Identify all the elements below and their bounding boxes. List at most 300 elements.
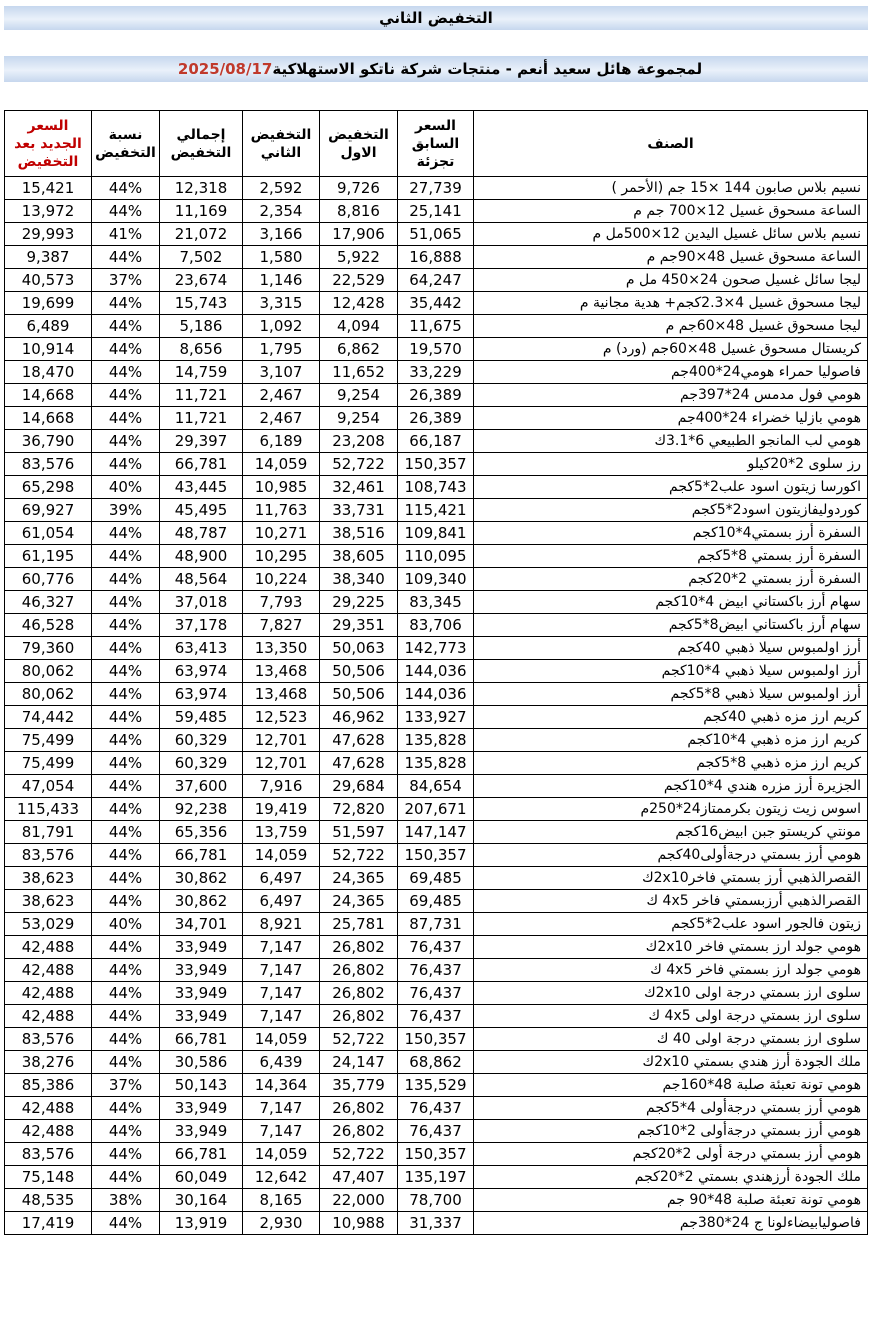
discount-ratio-cell: 40% [92,476,160,499]
first-discount-cell: 38,516 [320,522,398,545]
table-row [5,1097,868,1120]
new-price-cell: 40,573 [5,269,92,292]
previous-price-cell: 207,671 [398,798,474,821]
new-price-cell: 83,576 [5,1143,92,1166]
previous-price-cell: 135,197 [398,1166,474,1189]
item-name-cell: السفرة أرز بسمتي 2*20كجم [474,568,868,591]
report-date: 2025/08/17 [177,60,273,78]
table-row [5,430,868,453]
second-discount-cell: 8,921 [243,913,320,936]
previous-price-cell: 25,141 [398,200,474,223]
item-name-cell: أرز اولمبوس سيلا ذهبي 8*5كجم [474,683,868,706]
item-name-cell: اسوس زيت زيتون بكرممتاز24*250م [474,798,868,821]
previous-price-cell: 35,442 [398,292,474,315]
new-price-cell: 14,668 [5,407,92,430]
total-discount-cell: 48,787 [160,522,243,545]
previous-price-cell: 76,437 [398,936,474,959]
previous-price-cell: 150,357 [398,1028,474,1051]
discount-ratio-cell: 44% [92,936,160,959]
table-row [5,798,868,821]
new-price-cell: 29,993 [5,223,92,246]
discount-ratio-cell: 44% [92,752,160,775]
first-discount-cell: 26,802 [320,959,398,982]
discount-ratio-cell: 44% [92,614,160,637]
first-discount-cell: 24,365 [320,890,398,913]
new-price-cell: 69,927 [5,499,92,522]
second-discount-cell: 13,468 [243,683,320,706]
second-discount-cell: 1,146 [243,269,320,292]
first-discount-cell: 26,802 [320,982,398,1005]
second-discount-cell: 10,295 [243,545,320,568]
item-name-cell: هومي لب المانجو الطبيعي 6*3.1ك [474,430,868,453]
first-discount-cell: 50,506 [320,683,398,706]
table-row [5,1005,868,1028]
discount-ratio-cell: 44% [92,407,160,430]
discount-ratio-cell: 37% [92,269,160,292]
second-discount-cell: 2,592 [243,177,320,200]
total-discount-cell: 45,495 [160,499,243,522]
previous-price-cell: 76,437 [398,1120,474,1143]
previous-price-cell: 83,706 [398,614,474,637]
item-name-cell: السفرة أرز بسمتي 8*5كجم [474,545,868,568]
title-text: التخفيض الثاني [379,9,493,27]
previous-price-cell: 66,187 [398,430,474,453]
first-discount-cell: 47,407 [320,1166,398,1189]
header-total-discount: إجمالي التخفيض [160,111,243,177]
first-discount-cell: 52,722 [320,1028,398,1051]
table-row [5,1166,868,1189]
table-row [5,637,868,660]
previous-price-cell: 76,437 [398,1097,474,1120]
table-row [5,867,868,890]
discount-ratio-cell: 44% [92,1051,160,1074]
item-name-cell: كريستال مسحوق غسيل 48×60جم (ورد) م [474,338,868,361]
table-row [5,890,868,913]
item-name-cell: سهام أرز باكستاني ابيض8*5كجم [474,614,868,637]
discount-ratio-cell: 44% [92,1028,160,1051]
discount-ratio-cell: 44% [92,706,160,729]
new-price-cell: 74,442 [5,706,92,729]
second-discount-cell: 3,107 [243,361,320,384]
item-name-cell: ليجا مسحوق غسيل 48×60جم م [474,315,868,338]
new-price-cell: 61,195 [5,545,92,568]
first-discount-cell: 38,340 [320,568,398,591]
previous-price-cell: 27,739 [398,177,474,200]
table-row [5,476,868,499]
previous-price-cell: 76,437 [398,1005,474,1028]
new-price-cell: 85,386 [5,1074,92,1097]
second-discount-cell: 14,059 [243,1028,320,1051]
table-row [5,614,868,637]
previous-price-cell: 26,389 [398,384,474,407]
first-discount-cell: 26,802 [320,1005,398,1028]
previous-price-cell: 83,345 [398,591,474,614]
header-previous-price: السعر السابق تجزئة [398,111,474,177]
total-discount-cell: 13,919 [160,1212,243,1235]
item-name-cell: هومي جولد ارز بسمتي فاخر 2x10ك [474,936,868,959]
table-row [5,338,868,361]
total-discount-cell: 37,018 [160,591,243,614]
discount-ratio-cell: 44% [92,683,160,706]
subtitle-banner [4,56,868,82]
second-discount-cell: 12,523 [243,706,320,729]
new-price-cell: 46,327 [5,591,92,614]
first-discount-cell: 24,365 [320,867,398,890]
table-row [5,1212,868,1235]
new-price-cell: 42,488 [5,1120,92,1143]
total-discount-cell: 11,169 [160,200,243,223]
discount-ratio-cell: 44% [92,775,160,798]
previous-price-cell: 33,229 [398,361,474,384]
second-discount-cell: 12,701 [243,729,320,752]
table-row [5,292,868,315]
previous-price-cell: 133,927 [398,706,474,729]
second-discount-cell: 3,166 [243,223,320,246]
new-price-cell: 80,062 [5,683,92,706]
previous-price-cell: 16,888 [398,246,474,269]
table-row [5,361,868,384]
item-name-cell: نسيم بلاس سائل غسيل اليدين 12×500مل م [474,223,868,246]
item-name-cell: هومي فول مدمس 24*397جم [474,384,868,407]
discount-ratio-cell: 44% [92,292,160,315]
table-row [5,177,868,200]
item-name-cell: فاصوليابيضاءلونا ج 24*380جم [474,1212,868,1235]
first-discount-cell: 72,820 [320,798,398,821]
second-discount-cell: 14,364 [243,1074,320,1097]
second-discount-cell: 11,763 [243,499,320,522]
item-name-cell: كريم ارز مزه ذهبي 40كجم [474,706,868,729]
item-name-cell: هومي جولد ارز بسمتي فاخر 4x5 ك [474,959,868,982]
second-discount-cell: 7,793 [243,591,320,614]
table-row [5,729,868,752]
previous-price-cell: 115,421 [398,499,474,522]
total-discount-cell: 23,674 [160,269,243,292]
first-discount-cell: 52,722 [320,1143,398,1166]
table-row [5,706,868,729]
previous-price-cell: 109,340 [398,568,474,591]
item-name-cell: ملك الجودة أرزهندي بسمتي 2*20كجم [474,1166,868,1189]
total-discount-cell: 21,072 [160,223,243,246]
new-price-cell: 47,054 [5,775,92,798]
item-name-cell: أرز اولمبوس سيلا ذهبي 40كجم [474,637,868,660]
discount-ratio-cell: 40% [92,913,160,936]
discount-ratio-cell: 44% [92,200,160,223]
second-discount-cell: 7,147 [243,959,320,982]
previous-price-cell: 150,357 [398,453,474,476]
new-price-cell: 42,488 [5,1097,92,1120]
item-name-cell: مونتي كريستو جبن ابيض16كجم [474,821,868,844]
item-name-cell: القصرالذهبي أرز بسمتي فاخر2x10ك [474,867,868,890]
second-discount-cell: 2,467 [243,384,320,407]
first-discount-cell: 23,208 [320,430,398,453]
previous-price-cell: 26,389 [398,407,474,430]
previous-price-cell: 135,828 [398,729,474,752]
previous-price-cell: 51,065 [398,223,474,246]
new-price-cell: 42,488 [5,982,92,1005]
discount-ratio-cell: 37% [92,1074,160,1097]
new-price-cell: 80,062 [5,660,92,683]
first-discount-cell: 52,722 [320,453,398,476]
discount-ratio-cell: 44% [92,453,160,476]
first-discount-cell: 38,605 [320,545,398,568]
first-discount-cell: 25,781 [320,913,398,936]
first-discount-cell: 35,779 [320,1074,398,1097]
item-name-cell: هومي أرز بسمتي درجةأولى40كجم [474,844,868,867]
table-row [5,936,868,959]
second-discount-cell: 10,224 [243,568,320,591]
first-discount-cell: 29,225 [320,591,398,614]
table-row [5,683,868,706]
first-discount-cell: 50,506 [320,660,398,683]
new-price-cell: 38,623 [5,867,92,890]
second-discount-cell: 13,468 [243,660,320,683]
table-row [5,522,868,545]
table-row [5,1028,868,1051]
new-price-cell: 14,668 [5,384,92,407]
new-price-cell: 65,298 [5,476,92,499]
discount-ratio-cell: 44% [92,177,160,200]
total-discount-cell: 33,949 [160,1005,243,1028]
total-discount-cell: 15,743 [160,292,243,315]
discount-ratio-cell: 44% [92,798,160,821]
item-name-cell: الساعة مسحوق غسيل 12×700 جم م [474,200,868,223]
total-discount-cell: 33,949 [160,936,243,959]
item-name-cell: كوردوليفازيتون اسود2*5كجم [474,499,868,522]
first-discount-cell: 26,802 [320,1120,398,1143]
header-discount-ratio: نسبة التخفيض [92,111,160,177]
item-name-cell: هومي أرز بسمتي درجة أولى 2*20كجم [474,1143,868,1166]
second-discount-cell: 14,059 [243,453,320,476]
new-price-cell: 18,470 [5,361,92,384]
total-discount-cell: 60,329 [160,752,243,775]
discount-ratio-cell: 44% [92,1120,160,1143]
total-discount-cell: 30,862 [160,867,243,890]
total-discount-cell: 66,781 [160,453,243,476]
first-discount-cell: 29,684 [320,775,398,798]
new-price-cell: 13,972 [5,200,92,223]
discount-ratio-cell: 44% [92,1143,160,1166]
previous-price-cell: 76,437 [398,982,474,1005]
new-price-cell: 38,276 [5,1051,92,1074]
discount-ratio-cell: 44% [92,568,160,591]
previous-price-cell: 87,731 [398,913,474,936]
total-discount-cell: 65,356 [160,821,243,844]
total-discount-cell: 5,186 [160,315,243,338]
table-row [5,384,868,407]
total-discount-cell: 30,862 [160,890,243,913]
discount-ratio-cell: 44% [92,361,160,384]
item-name-cell: ليجا مسحوق غسيل 4×2.3كجم+ هدية مجانية م [474,292,868,315]
second-discount-cell: 12,701 [243,752,320,775]
previous-price-cell: 150,357 [398,1143,474,1166]
table-row [5,545,868,568]
discount-ratio-cell: 44% [92,660,160,683]
first-discount-cell: 8,816 [320,200,398,223]
item-name-cell: فاصوليا حمراء هومي24*400جم [474,361,868,384]
total-discount-cell: 50,143 [160,1074,243,1097]
second-discount-cell: 6,497 [243,867,320,890]
total-discount-cell: 66,781 [160,1143,243,1166]
total-discount-cell: 33,949 [160,1120,243,1143]
table-row [5,453,868,476]
total-discount-cell: 12,318 [160,177,243,200]
discount-ratio-cell: 44% [92,545,160,568]
item-name-cell: كريم ارز مزه ذهبي 4*10كجم [474,729,868,752]
first-discount-cell: 47,628 [320,752,398,775]
table-row [5,269,868,292]
new-price-cell: 115,433 [5,798,92,821]
table-row [5,959,868,982]
second-discount-cell: 19,419 [243,798,320,821]
first-discount-cell: 50,063 [320,637,398,660]
item-name-cell: سلوى ارز بسمتي درجة اولى 2x10ك [474,982,868,1005]
discount-ratio-cell: 44% [92,1097,160,1120]
first-discount-cell: 24,147 [320,1051,398,1074]
new-price-cell: 60,776 [5,568,92,591]
previous-price-cell: 11,675 [398,315,474,338]
previous-price-cell: 19,570 [398,338,474,361]
second-discount-cell: 1,580 [243,246,320,269]
first-discount-cell: 26,802 [320,936,398,959]
new-price-cell: 38,623 [5,890,92,913]
previous-price-cell: 78,700 [398,1189,474,1212]
total-discount-cell: 30,586 [160,1051,243,1074]
discount-ratio-cell: 44% [92,821,160,844]
first-discount-cell: 52,722 [320,844,398,867]
total-discount-cell: 48,564 [160,568,243,591]
table-row [5,775,868,798]
subtitle-text: لمجموعة هائل سعيد أنعم - منتجات شركة ناتكو الاستهلاكية [272,60,703,78]
second-discount-cell: 7,916 [243,775,320,798]
total-discount-cell: 92,238 [160,798,243,821]
previous-price-cell: 68,862 [398,1051,474,1074]
second-discount-cell: 13,350 [243,637,320,660]
new-price-cell: 42,488 [5,1005,92,1028]
first-discount-cell: 9,254 [320,407,398,430]
total-discount-cell: 63,974 [160,660,243,683]
header-second-discount: التخفيض الثاني [243,111,320,177]
second-discount-cell: 7,147 [243,936,320,959]
item-name-cell: هومي بازليا خضراء 24*400جم [474,407,868,430]
new-price-cell: 42,488 [5,936,92,959]
new-price-cell: 9,387 [5,246,92,269]
item-name-cell: سلوى ارز بسمتي درجة اولى 4x5 ك [474,1005,868,1028]
discount-ratio-cell: 44% [92,729,160,752]
item-name-cell: هومي أرز بسمتي درجةأولى 2*10كجم [474,1120,868,1143]
total-discount-cell: 66,781 [160,844,243,867]
item-name-cell: هومي تونة تعبئة صلبة 48*90 جم [474,1189,868,1212]
total-discount-cell: 60,049 [160,1166,243,1189]
item-name-cell: القصرالذهبي أرزبسمتي فاخر 4x5 ك [474,890,868,913]
second-discount-cell: 1,092 [243,315,320,338]
new-price-cell: 81,791 [5,821,92,844]
second-discount-cell: 2,354 [243,200,320,223]
table-row [5,844,868,867]
discount-ratio-cell: 44% [92,430,160,453]
first-discount-cell: 5,922 [320,246,398,269]
second-discount-cell: 8,165 [243,1189,320,1212]
total-discount-cell: 7,502 [160,246,243,269]
previous-price-cell: 150,357 [398,844,474,867]
total-discount-cell: 11,721 [160,407,243,430]
first-discount-cell: 9,254 [320,384,398,407]
item-name-cell: هومي أرز بسمتي درجةأولى 4*5كجم [474,1097,868,1120]
discount-ratio-cell: 44% [92,637,160,660]
item-name-cell: كريم ارز مزه ذهبي 8*5كجم [474,752,868,775]
total-discount-cell: 29,397 [160,430,243,453]
first-discount-cell: 10,988 [320,1212,398,1235]
new-price-cell: 46,528 [5,614,92,637]
item-name-cell: رز سلوى 2*20كيلو [474,453,868,476]
new-price-cell: 6,489 [5,315,92,338]
total-discount-cell: 59,485 [160,706,243,729]
discount-ratio-cell: 44% [92,315,160,338]
first-discount-cell: 51,597 [320,821,398,844]
second-discount-cell: 6,189 [243,430,320,453]
table-row [5,1074,868,1097]
new-price-cell: 83,576 [5,1028,92,1051]
new-price-cell: 19,699 [5,292,92,315]
new-price-cell: 79,360 [5,637,92,660]
previous-price-cell: 135,529 [398,1074,474,1097]
item-name-cell: السفرة أرز بسمتي4*10كجم [474,522,868,545]
new-price-cell: 75,499 [5,752,92,775]
second-discount-cell: 7,147 [243,982,320,1005]
discount-ratio-cell: 44% [92,338,160,361]
table-row [5,246,868,269]
new-price-cell: 17,419 [5,1212,92,1235]
second-discount-cell: 7,147 [243,1005,320,1028]
first-discount-cell: 47,628 [320,729,398,752]
new-price-cell: 61,054 [5,522,92,545]
total-discount-cell: 63,974 [160,683,243,706]
discount-ratio-cell: 44% [92,844,160,867]
second-discount-cell: 14,059 [243,844,320,867]
total-discount-cell: 33,949 [160,959,243,982]
second-discount-cell: 14,059 [243,1143,320,1166]
table-row [5,568,868,591]
discount-ratio-cell: 38% [92,1189,160,1212]
previous-price-cell: 135,828 [398,752,474,775]
previous-price-cell: 109,841 [398,522,474,545]
new-price-cell: 36,790 [5,430,92,453]
discount-ratio-cell: 44% [92,1212,160,1235]
table-row [5,752,868,775]
item-name-cell: ملك الجودة أرز هندي بسمتي 2x10ك [474,1051,868,1074]
header-new-price: السعر الجديد بعد التخفيض [5,111,92,177]
new-price-cell: 48,535 [5,1189,92,1212]
new-price-cell: 83,576 [5,844,92,867]
item-name-cell: أرز اولمبوس سيلا ذهبي 4*10كجم [474,660,868,683]
total-discount-cell: 48,900 [160,545,243,568]
discount-ratio-cell: 44% [92,890,160,913]
price-table [4,110,868,1235]
new-price-cell: 53,029 [5,913,92,936]
discount-ratio-cell: 44% [92,982,160,1005]
second-discount-cell: 6,497 [243,890,320,913]
second-discount-cell: 7,147 [243,1120,320,1143]
previous-price-cell: 144,036 [398,683,474,706]
previous-price-cell: 64,247 [398,269,474,292]
discount-ratio-cell: 44% [92,959,160,982]
table-row [5,660,868,683]
first-discount-cell: 22,529 [320,269,398,292]
second-discount-cell: 10,271 [243,522,320,545]
total-discount-cell: 37,178 [160,614,243,637]
item-name-cell: الجزيرة أرز مزره هندي 4*10كجم [474,775,868,798]
previous-price-cell: 69,485 [398,890,474,913]
item-name-cell: ليجا سائل غسيل صحون 24×450 مل م [474,269,868,292]
